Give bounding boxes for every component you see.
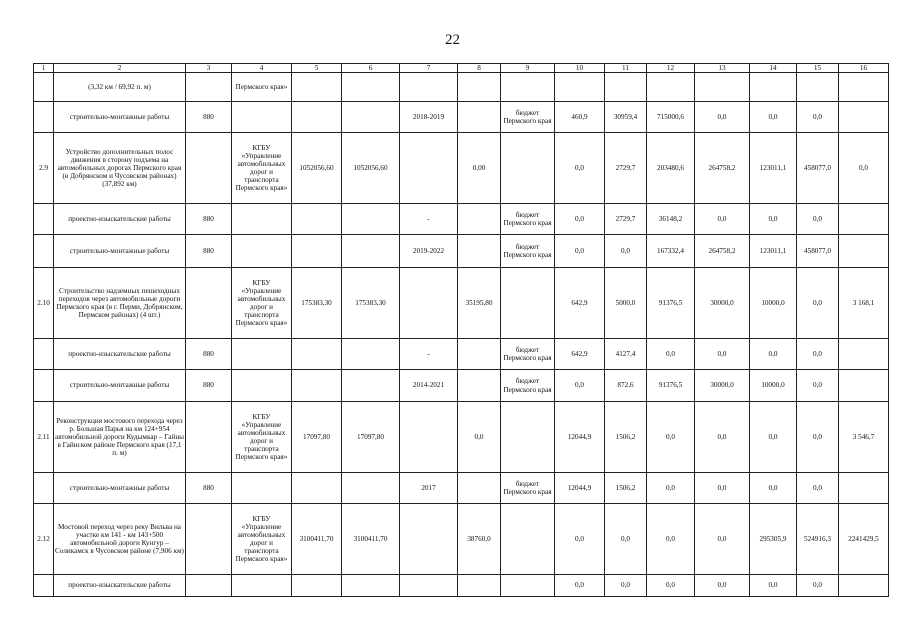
- table-cell: [342, 473, 400, 504]
- table-cell: 0,0: [750, 204, 797, 235]
- table-cell: [232, 102, 292, 133]
- table-row: [34, 504, 889, 575]
- column-header: 9: [501, 64, 555, 73]
- table-cell: [292, 73, 342, 102]
- table-cell: [839, 473, 889, 504]
- table-cell: 0,0: [750, 575, 797, 597]
- column-header: 12: [647, 64, 695, 73]
- table-cell: 10000,0: [750, 370, 797, 402]
- table-cell: [292, 235, 342, 268]
- table-cell: [400, 575, 458, 597]
- table-cell: Реконструкция мостового перехода через р. Большая Парья на км 124+954 автомобильной дороги Кудымкар – Гайны в Гайнском районе Пермского края (17,1 п. м): [54, 402, 186, 473]
- table-cell: [186, 402, 232, 473]
- table-cell: [342, 339, 400, 370]
- table-cell: [458, 339, 501, 370]
- table-cell: 167332,4: [647, 235, 695, 268]
- table-cell: [839, 204, 889, 235]
- table-cell: [797, 73, 839, 102]
- table-cell: 458077,0: [797, 235, 839, 268]
- table-cell: [186, 133, 232, 204]
- table-cell: строительно-монтажные работы: [54, 102, 186, 133]
- table-cell: [458, 575, 501, 597]
- table-cell: 880: [186, 370, 232, 402]
- table-cell: 0,0: [695, 204, 750, 235]
- table-cell: 715000,6: [647, 102, 695, 133]
- column-header: 2: [54, 64, 186, 73]
- table-cell: [605, 73, 647, 102]
- table-cell: 880: [186, 235, 232, 268]
- table-cell: 0,0: [647, 575, 695, 597]
- table-cell: [342, 370, 400, 402]
- table-cell: Мостовой переход через реку Вильва на участке км 141 - км 143+500 автомобильной дороги Кунгур – Соликамск в Чусовском районе (7,906 км): [54, 504, 186, 575]
- table-cell: [186, 268, 232, 339]
- table-cell: [839, 102, 889, 133]
- table-cell: 0,0: [555, 370, 605, 402]
- table-cell: 295305,9: [750, 504, 797, 575]
- table-cell: 0,0: [695, 102, 750, 133]
- table-cell: КГБУ «Управление автомобильных дорог и транспорта Пермского края»: [232, 268, 292, 339]
- table-cell: Строительство надземных пешеходных переходов через автомобильные дороги Пермского края (в г. Перми, Добрянском, Пермском районах) (4 шт.): [54, 268, 186, 339]
- table-cell: [458, 102, 501, 133]
- table-cell: [750, 73, 797, 102]
- table-cell: 36148,2: [647, 204, 695, 235]
- table-cell: 0,0: [647, 504, 695, 575]
- table-cell: 0,00: [458, 133, 501, 204]
- table-cell: [34, 473, 54, 504]
- table-cell: 123011,1: [750, 235, 797, 268]
- table-cell: 2729,7: [605, 204, 647, 235]
- table-cell: 0,0: [695, 504, 750, 575]
- table-cell: 0,0: [647, 339, 695, 370]
- header-row: [34, 64, 889, 73]
- table-cell: проектно-изыскательские работы: [54, 204, 186, 235]
- table-cell: 264758,2: [695, 133, 750, 204]
- table-cell: [501, 73, 555, 102]
- table-cell: 0,0: [695, 473, 750, 504]
- table-cell: [400, 133, 458, 204]
- table-cell: 0,0: [647, 473, 695, 504]
- table-row: [34, 73, 889, 102]
- table-row: [34, 575, 889, 597]
- table-cell: 524916,3: [797, 504, 839, 575]
- table-cell: [400, 73, 458, 102]
- column-header: 3: [186, 64, 232, 73]
- table-cell: 0,0: [750, 473, 797, 504]
- table-cell: 0,0: [797, 575, 839, 597]
- table-cell: -: [400, 339, 458, 370]
- table-cell: [232, 370, 292, 402]
- column-header: 7: [400, 64, 458, 73]
- column-header: 6: [342, 64, 400, 73]
- column-header: 5: [292, 64, 342, 73]
- table-cell: 2.10: [34, 268, 54, 339]
- table-cell: 872,6: [605, 370, 647, 402]
- table-cell: 203480,6: [647, 133, 695, 204]
- table-cell: 3100411,70: [342, 504, 400, 575]
- table-cell: 2014-2021: [400, 370, 458, 402]
- table-cell: 123011,1: [750, 133, 797, 204]
- table-cell: 0,0: [555, 204, 605, 235]
- table-cell: 2.12: [34, 504, 54, 575]
- table-cell: 0,0: [695, 339, 750, 370]
- table-cell: [342, 575, 400, 597]
- table-cell: 3100411,70: [292, 504, 342, 575]
- table-cell: [555, 73, 605, 102]
- table-cell: 30000,0: [695, 370, 750, 402]
- table-cell: 175383,30: [292, 268, 342, 339]
- table-cell: проектно-изыскательские работы: [54, 339, 186, 370]
- table-cell: 0,0: [555, 235, 605, 268]
- table-cell: [501, 133, 555, 204]
- table-row: [34, 339, 889, 370]
- table-cell: [458, 204, 501, 235]
- table-cell: [501, 402, 555, 473]
- table-cell: [501, 504, 555, 575]
- table-cell: 460,9: [555, 102, 605, 133]
- table-row: [34, 133, 889, 204]
- table-cell: 0,0: [555, 133, 605, 204]
- table-cell: [342, 204, 400, 235]
- table-cell: строительно-монтажные работы: [54, 370, 186, 402]
- table-cell: 2018-2019: [400, 102, 458, 133]
- table-cell: 1506,2: [605, 473, 647, 504]
- table-cell: 0,0: [797, 370, 839, 402]
- table-cell: [232, 204, 292, 235]
- table-cell: 10000,0: [750, 268, 797, 339]
- table-cell: [458, 370, 501, 402]
- table-cell: 91376,5: [647, 268, 695, 339]
- table-cell: [458, 73, 501, 102]
- table-cell: [400, 402, 458, 473]
- table-cell: [186, 575, 232, 597]
- table-cell: 35195,80: [458, 268, 501, 339]
- column-header: 15: [797, 64, 839, 73]
- table-cell: [292, 204, 342, 235]
- table-cell: 5000,0: [605, 268, 647, 339]
- table-cell: бюджет Пермского края: [501, 204, 555, 235]
- table-cell: бюджет Пермского края: [501, 473, 555, 504]
- table-row: [34, 268, 889, 339]
- table-cell: Пермского края»: [232, 73, 292, 102]
- table-cell: [400, 504, 458, 575]
- table-cell: 17097,80: [342, 402, 400, 473]
- table-cell: [34, 204, 54, 235]
- table-cell: проектно-изыскательские работы: [54, 575, 186, 597]
- table-cell: [342, 73, 400, 102]
- table-cell: 0,0: [797, 268, 839, 339]
- table-cell: (3,32 км / 69,92 п. м): [54, 73, 186, 102]
- table-cell: бюджет Пермского края: [501, 235, 555, 268]
- table-cell: 4127,4: [605, 339, 647, 370]
- table-cell: [647, 73, 695, 102]
- table-cell: Устройство дополнительных полос движения в сторону подъема на автомобильных дорогах Пермского края (в Добрянском и Чусовском районах) (37,892 км): [54, 133, 186, 204]
- table-cell: 0,0: [458, 402, 501, 473]
- table-cell: 12044,9: [555, 473, 605, 504]
- column-header: 16: [839, 64, 889, 73]
- table-cell: 175383,30: [342, 268, 400, 339]
- table-cell: [34, 235, 54, 268]
- column-header: 8: [458, 64, 501, 73]
- table-cell: 2729,7: [605, 133, 647, 204]
- table-cell: 0,0: [797, 102, 839, 133]
- table-cell: 2019-2022: [400, 235, 458, 268]
- table-row: [34, 235, 889, 268]
- table-cell: 458077,0: [797, 133, 839, 204]
- table-cell: 17097,80: [292, 402, 342, 473]
- table-cell: [342, 102, 400, 133]
- table-cell: [839, 339, 889, 370]
- table-cell: 91376,5: [647, 370, 695, 402]
- table-cell: 3 168,1: [839, 268, 889, 339]
- table-cell: [292, 473, 342, 504]
- table-cell: КГБУ «Управление автомобильных дорог и транспорта Пермского края»: [232, 402, 292, 473]
- table-cell: 0,0: [797, 339, 839, 370]
- column-header: 1: [34, 64, 54, 73]
- table-cell: 1506,2: [605, 402, 647, 473]
- table-cell: 0,0: [555, 504, 605, 575]
- table-cell: [34, 370, 54, 402]
- table-cell: [34, 339, 54, 370]
- table-cell: 30959,4: [605, 102, 647, 133]
- table-cell: 2.11: [34, 402, 54, 473]
- table-cell: [186, 504, 232, 575]
- table-cell: 0,0: [695, 575, 750, 597]
- table-cell: 2.9: [34, 133, 54, 204]
- column-header: 11: [605, 64, 647, 73]
- table-cell: бюджет Пермского края: [501, 102, 555, 133]
- table-cell: 0,0: [797, 204, 839, 235]
- table-cell: [458, 235, 501, 268]
- table-cell: [232, 473, 292, 504]
- table-cell: 0,0: [797, 402, 839, 473]
- table-cell: [34, 102, 54, 133]
- table-cell: 0,0: [605, 504, 647, 575]
- table-row: [34, 102, 889, 133]
- table-cell: бюджет Пермского края: [501, 370, 555, 402]
- table-row: [34, 402, 889, 473]
- table-cell: 0,0: [750, 339, 797, 370]
- table-cell: 2017: [400, 473, 458, 504]
- table-cell: 0,0: [797, 473, 839, 504]
- table-cell: [839, 235, 889, 268]
- table-cell: [232, 339, 292, 370]
- column-header: 14: [750, 64, 797, 73]
- table-cell: [34, 73, 54, 102]
- column-header: 13: [695, 64, 750, 73]
- table-cell: 1052056,60: [342, 133, 400, 204]
- budget-table: [33, 63, 889, 597]
- table-cell: [839, 575, 889, 597]
- table-row: [34, 370, 889, 402]
- table-cell: КГБУ «Управление автомобильных дорог и транспорта Пермского края»: [232, 504, 292, 575]
- table-cell: 642,9: [555, 339, 605, 370]
- table-row: [34, 473, 889, 504]
- table-cell: 38760,0: [458, 504, 501, 575]
- table-cell: строительно-монтажные работы: [54, 235, 186, 268]
- table-cell: 12044,9: [555, 402, 605, 473]
- table-row: [34, 204, 889, 235]
- page-number: 22: [445, 32, 460, 48]
- table-cell: строительно-монтажные работы: [54, 473, 186, 504]
- table-cell: [501, 268, 555, 339]
- table-cell: 1052056,60: [292, 133, 342, 204]
- table-cell: 0,0: [750, 402, 797, 473]
- table-cell: 880: [186, 339, 232, 370]
- table-cell: [839, 73, 889, 102]
- table-cell: 0,0: [605, 575, 647, 597]
- column-header: 10: [555, 64, 605, 73]
- table-cell: 642,9: [555, 268, 605, 339]
- table-cell: 0,0: [647, 402, 695, 473]
- table-cell: [292, 102, 342, 133]
- table-cell: 30000,0: [695, 268, 750, 339]
- table-cell: КГБУ «Управление автомобильных дорог и транспорта Пермского края»: [232, 133, 292, 204]
- table-cell: [292, 370, 342, 402]
- table-cell: [34, 575, 54, 597]
- table-cell: 264758,2: [695, 235, 750, 268]
- table-cell: [232, 235, 292, 268]
- column-header: 4: [232, 64, 292, 73]
- table-cell: 0,0: [750, 102, 797, 133]
- table-cell: 880: [186, 102, 232, 133]
- table-cell: [458, 473, 501, 504]
- table-cell: [186, 73, 232, 102]
- table-cell: -: [400, 204, 458, 235]
- table-cell: [292, 575, 342, 597]
- table-cell: 880: [186, 204, 232, 235]
- table-cell: 0,0: [839, 133, 889, 204]
- table-cell: [232, 575, 292, 597]
- table-cell: [695, 73, 750, 102]
- table-cell: 0,0: [555, 575, 605, 597]
- table-cell: бюджет Пермского края: [501, 339, 555, 370]
- table-cell: [342, 235, 400, 268]
- table-cell: 3 546,7: [839, 402, 889, 473]
- table-cell: 0,0: [695, 402, 750, 473]
- table-cell: [292, 339, 342, 370]
- table-cell: [839, 370, 889, 402]
- table-cell: [501, 575, 555, 597]
- table-cell: 0,0: [605, 235, 647, 268]
- table-cell: 880: [186, 473, 232, 504]
- table-cell: [400, 268, 458, 339]
- table-cell: 2241429,5: [839, 504, 889, 575]
